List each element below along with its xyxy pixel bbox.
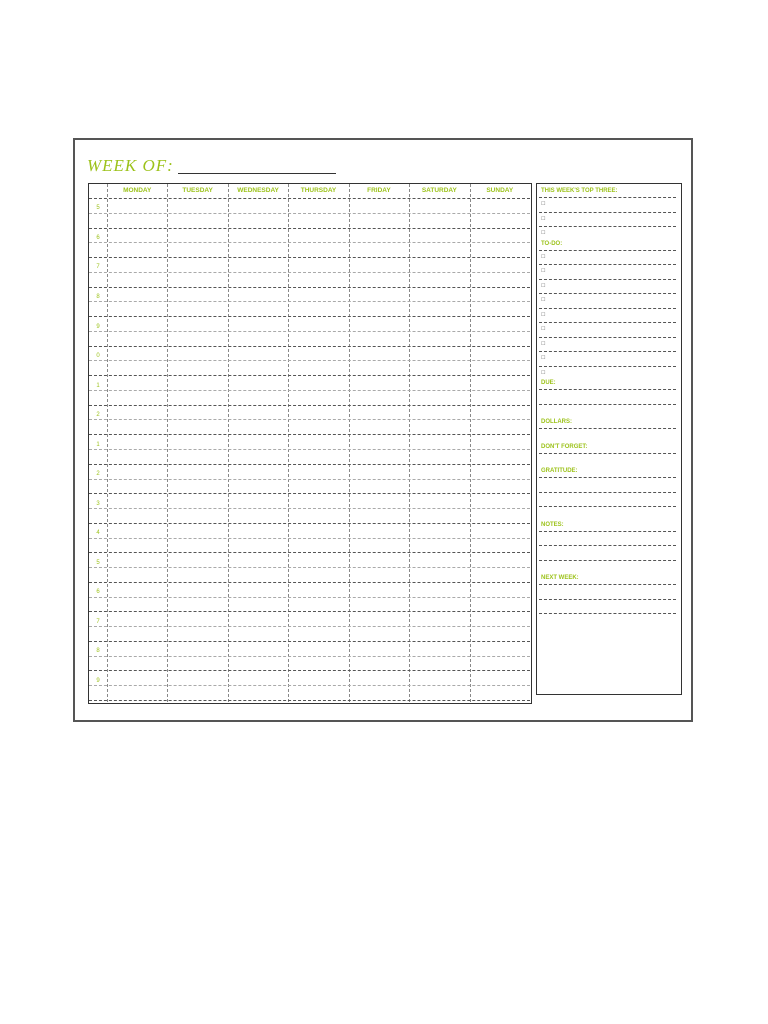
column-divider: [349, 184, 350, 702]
half-hour-line: [89, 449, 530, 450]
hour-label: 2: [96, 412, 100, 419]
schedule-grid: [88, 183, 532, 704]
hour-label: 8: [96, 293, 100, 300]
sidebar-writing-line[interactable]: [539, 293, 676, 294]
hour-line: [89, 700, 530, 701]
checkbox-icon[interactable]: ☐: [541, 355, 546, 361]
hour-line: [89, 316, 530, 317]
half-hour-line: [89, 567, 530, 568]
checkbox-icon[interactable]: ☐: [541, 268, 546, 274]
day-header-sunday: SUNDAY: [486, 187, 514, 194]
sidebar-section-label: DUE:: [541, 380, 556, 386]
hour-line: [89, 257, 530, 258]
hour-line: [89, 198, 530, 199]
column-divider: [228, 184, 229, 702]
sidebar-writing-line[interactable]: [539, 453, 676, 454]
sidebar-writing-line[interactable]: [539, 322, 676, 323]
half-hour-line: [89, 656, 530, 657]
half-hour-line: [89, 390, 530, 391]
checkbox-icon[interactable]: ☐: [541, 311, 546, 318]
half-hour-line: [89, 479, 530, 480]
day-header-friday: FRIDAY: [367, 187, 391, 194]
hour-line: [89, 464, 530, 465]
hour-line: [89, 228, 530, 229]
sidebar-writing-line[interactable]: [539, 506, 676, 507]
sidebar-writing-line[interactable]: [539, 250, 676, 251]
hour-line: [89, 493, 530, 494]
hour-line: [89, 405, 530, 406]
column-divider: [167, 184, 168, 702]
sidebar-section-label: TO-DO:: [541, 240, 563, 247]
half-hour-line: [89, 508, 530, 509]
column-divider: [409, 184, 410, 702]
sidebar-writing-line[interactable]: [539, 264, 676, 265]
hour-line: [89, 434, 530, 435]
day-header-monday: MONDAY: [123, 187, 152, 194]
checkbox-icon[interactable]: ☐: [541, 297, 546, 303]
sidebar-section-label: NEXT WEEK:: [541, 575, 579, 581]
sidebar-writing-line[interactable]: [539, 212, 676, 213]
hour-label: 8: [96, 648, 100, 655]
half-hour-line: [89, 301, 530, 302]
hour-line: [89, 670, 530, 671]
sidebar-writing-line[interactable]: [539, 351, 676, 352]
hour-label: 2: [96, 471, 100, 478]
sidebar-section-label: GRATITUDE:: [541, 468, 578, 474]
hour-label: 4: [96, 530, 100, 537]
hour-label: 1: [96, 441, 100, 448]
weekly-planner: [73, 138, 693, 722]
hour-label: 5: [96, 205, 100, 212]
week-of-blank-line[interactable]: [178, 159, 336, 174]
hour-line: [89, 641, 530, 642]
hour-label: 7: [96, 618, 100, 625]
hour-label: 9: [96, 677, 100, 684]
hour-label: 0: [96, 353, 100, 360]
hour-label: 5: [96, 559, 100, 566]
hour-label: 7: [96, 264, 100, 271]
sidebar-section-label: NOTES:: [541, 521, 564, 528]
half-hour-line: [89, 626, 530, 627]
day-header-wednesday: WEDNESDAY: [237, 187, 279, 194]
half-hour-line: [89, 272, 530, 273]
week-of-title: [87, 156, 336, 176]
half-hour-line: [89, 597, 530, 598]
sidebar-writing-line[interactable]: [539, 477, 676, 478]
sidebar-writing-line[interactable]: [539, 545, 676, 546]
hour-line: [89, 582, 530, 583]
hour-label: 6: [96, 234, 100, 241]
hour-label: 3: [96, 500, 100, 507]
day-header-tuesday: TUESDAY: [182, 187, 213, 194]
checkbox-icon[interactable]: ☐: [541, 215, 546, 222]
sidebar-writing-line[interactable]: [539, 492, 676, 493]
checkbox-icon[interactable]: ☐: [541, 369, 546, 376]
hour-label: 1: [96, 382, 100, 389]
sidebar-writing-line[interactable]: [539, 308, 676, 309]
sidebar-writing-line[interactable]: [539, 366, 676, 367]
sidebar-writing-line[interactable]: [539, 531, 676, 532]
half-hour-line: [89, 419, 530, 420]
sidebar-writing-line[interactable]: [539, 613, 676, 614]
week-of-label: WEEK OF:: [87, 156, 174, 175]
hour-line: [89, 346, 530, 347]
sidebar-writing-line[interactable]: [539, 428, 676, 429]
checkbox-icon[interactable]: ☐: [541, 201, 546, 207]
sidebar-writing-line[interactable]: [539, 560, 676, 561]
checkbox-icon[interactable]: ☐: [541, 282, 546, 289]
day-header-saturday: SATURDAY: [421, 187, 457, 194]
sidebar-writing-line[interactable]: [539, 404, 676, 405]
sidebar-writing-line[interactable]: [539, 279, 676, 280]
sidebar-writing-line[interactable]: [539, 389, 676, 390]
hour-line: [89, 375, 530, 376]
sidebar-writing-line[interactable]: [539, 226, 676, 227]
sidebar-writing-line[interactable]: [539, 197, 676, 198]
checkbox-icon[interactable]: ☐: [541, 326, 546, 332]
column-divider: [288, 184, 289, 702]
hour-line: [89, 523, 530, 524]
half-hour-line: [89, 538, 530, 539]
sidebar-section-label: DOLLARS:: [541, 419, 572, 425]
hour-line: [89, 552, 530, 553]
hour-label: 6: [96, 589, 100, 596]
sidebar-writing-line[interactable]: [539, 599, 676, 600]
checkbox-icon[interactable]: ☐: [541, 230, 546, 236]
half-hour-line: [89, 331, 530, 332]
hour-line: [89, 287, 530, 288]
column-divider: [470, 184, 471, 702]
sidebar-writing-line[interactable]: [539, 337, 676, 338]
hour-label: 9: [96, 323, 100, 330]
half-hour-line: [89, 685, 530, 686]
half-hour-line: [89, 213, 530, 214]
column-divider: [107, 184, 108, 702]
sidebar-section-label: DON'T FORGET:: [541, 443, 588, 450]
half-hour-line: [89, 242, 530, 243]
half-hour-line: [89, 360, 530, 361]
hour-line: [89, 611, 530, 612]
day-header-thursday: THURSDAY: [300, 187, 337, 194]
checkbox-icon[interactable]: ☐: [541, 253, 546, 260]
checkbox-icon[interactable]: ☐: [541, 340, 546, 347]
sidebar-panel: [536, 183, 682, 695]
sidebar-writing-line[interactable]: [539, 584, 676, 585]
sidebar-section-label: THIS WEEK'S TOP THREE:: [541, 188, 618, 194]
